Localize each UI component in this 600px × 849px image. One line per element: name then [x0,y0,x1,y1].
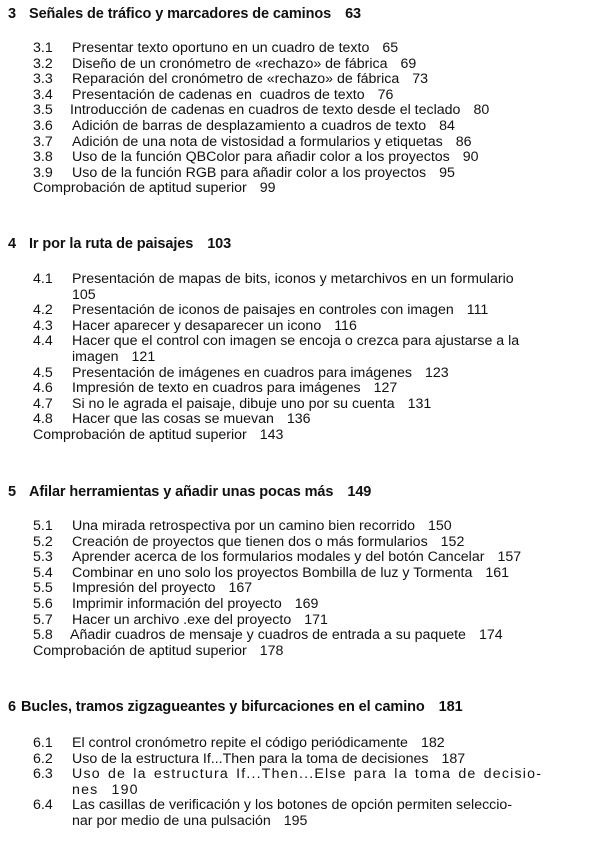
section-title: Uso de la estructura If...Then...Else para la toma de decisio- nes [72,766,543,798]
section-page: 95 [439,164,455,181]
section-entry[interactable] [33,519,600,535]
section-page: 105 [72,286,96,303]
section-page: 116 [334,317,357,334]
section-page: 195 [283,812,308,829]
section-page: 69 [400,55,417,72]
section-entry[interactable] [33,581,600,597]
section-number: 5.7 [33,611,53,628]
section-title: Hacer un archivo .exe del proyecto [72,611,292,628]
section-number: 5.2 [33,533,53,550]
section-page: 86 [455,133,472,150]
section-number: 5.8 [33,627,53,644]
section-entry[interactable] [33,597,600,613]
section-title: Presentar texto oportuno en un cuadro de texto [72,40,370,56]
section-page: 174 [478,627,503,644]
section-number: 5.6 [33,595,53,612]
section-page: 167 [228,580,253,597]
section-entry[interactable] [33,334,592,365]
section-title: Si no le agrada el paisaje, dibuje uno por su cuenta [72,395,395,412]
chapter-heading[interactable] [8,699,463,715]
section-page: 190 [111,781,139,798]
section-number: 3.2 [33,55,53,72]
section-entry[interactable] [33,150,592,166]
section-number: 4.6 [33,380,53,397]
section-title: Aprender acerca de los formularios modales y del botón Cancelar [72,549,485,566]
section-title: Añadir cuadros de mensaje y cuadros de entrada a su paquete [70,627,466,644]
section-page: 187 [441,750,466,767]
section-title: Impresión de texto en cuadros para imágenes [72,380,361,397]
section-list [33,272,592,444]
section-number: 3.3 [33,71,53,88]
section-entry[interactable] [33,535,600,551]
section-entry[interactable] [33,119,592,135]
section-entry[interactable] [33,798,597,829]
chapter-number: 6 [8,699,16,715]
section-entry[interactable] [33,303,592,319]
section-entry[interactable] [33,88,592,104]
chapter-title: Afilar herramientas y añadir unas pocas más [29,484,334,500]
section-number: 6.2 [33,750,53,767]
section-number: 3.4 [33,86,53,103]
section-entry[interactable] [33,366,592,382]
chapter-page: 149 [347,484,372,500]
section-title: Hacer que las cosas se muevan [72,411,274,428]
section-title: Introducción de cadenas en cuadros de texto desde el teclado [70,102,461,119]
section-page: 157 [497,549,522,566]
chapter-title: Bucles, tramos zigzagueantes y bifurcaciones en el camino [21,699,425,715]
aptitude-check-entry[interactable] [33,644,600,660]
section-page: 169 [294,595,319,612]
section-title: Adición de una nota de vistosidad a formularios y etiquetas [72,133,443,150]
section-entry[interactable] [33,57,592,73]
section-entry[interactable] [33,41,592,57]
section-page: 182 [420,735,445,751]
chapter-title: Señales de tráfico y marcadores de caminos [29,6,332,22]
section-page: 65 [382,40,399,56]
section-number: 6.1 [33,735,53,751]
section-title: Uso de la estructura If...Then para la toma de decisiones [72,750,429,767]
section-entry[interactable] [33,272,592,303]
summary-page: 178 [259,642,284,659]
section-title: Presentación de iconos de paisajes en controles con imagen [72,302,454,319]
section-title: Presentación de cadenas en cuadros de texto [72,86,365,103]
chapter-page: 103 [207,236,232,252]
chapter-number: 3 [8,6,16,22]
section-title: Las casillas de verificación y los botones de opción permiten seleccio- nar por medio de una pulsación [72,797,513,829]
section-number: 3.7 [33,133,53,150]
section-entry[interactable] [33,613,600,629]
section-page: 127 [373,380,398,397]
section-entry[interactable] [33,736,597,752]
section-title: Uso de la función QBColor para añadir color a los proyectos [72,149,450,166]
summary-title: Comprobación de aptitud superior [33,642,247,659]
section-number: 6.4 [33,797,53,814]
section-page: 161 [485,564,510,581]
section-number: 3.1 [33,40,53,56]
section-entry[interactable] [33,566,600,582]
section-number: 4.5 [33,364,53,381]
section-entry[interactable] [33,166,592,182]
summary-page: 99 [259,180,276,197]
section-entry[interactable] [33,550,600,566]
section-title: Uso de la función RGB para añadir color a los proyectos [72,164,427,181]
section-list [33,41,592,197]
section-number: 3.8 [33,149,53,166]
section-page: 123 [424,364,449,381]
aptitude-check-entry[interactable] [33,181,592,197]
section-entry[interactable] [33,103,592,119]
section-page: 111 [466,302,489,319]
section-number: 6.3 [33,766,53,783]
section-page: 90 [462,149,479,166]
section-title: Combinar en uno solo los proyectos Bombilla de luz y Tormenta [72,564,473,581]
summary-title: Comprobación de aptitud superior [33,180,247,197]
section-page: 136 [286,411,311,428]
section-number: 3.6 [33,117,53,134]
section-title: Presentación de mapas de bits, iconos y metarchivos en un formulario [72,271,514,287]
section-number: 4.2 [33,302,53,319]
chapter-page: 63 [345,6,361,22]
section-title: Adición de barras de desplazamiento a cuadros de texto [72,117,427,134]
section-title: Una mirada retrospectiva por un camino bien recorrido [72,518,416,534]
section-page: 84 [439,117,455,134]
section-list [33,519,600,659]
section-number: 5.3 [33,549,53,566]
section-title: Creación de proyectos que tienen dos o más formularios [72,533,428,550]
aptitude-check-entry[interactable] [33,428,592,444]
section-number: 4.4 [33,333,53,350]
section-number: 4.3 [33,317,53,334]
section-page: 152 [440,533,465,550]
section-entry[interactable] [33,412,592,428]
section-title: Hacer que el control con imagen se encoja o crezca para ajustarse a la imagen [72,333,520,365]
section-title: El control cronómetro repite el código periódicamente [72,735,408,751]
section-page: 76 [377,86,394,103]
section-number: 3.5 [33,102,53,119]
chapter-heading[interactable] [8,236,231,252]
chapter-heading[interactable] [8,6,361,22]
section-title: Presentación de imágenes en cuadros para imágenes [72,364,412,381]
section-page: 171 [304,611,328,628]
summary-title: Comprobación de aptitud superior [33,426,247,443]
chapter-page: 181 [438,699,463,715]
section-page: 80 [473,102,490,119]
section-page: 121 [131,348,156,365]
section-entry[interactable] [33,135,592,151]
section-title: Hacer aparecer y desaparecer un icono [72,317,322,334]
section-entry[interactable] [33,767,597,798]
chapter-title: Ir por la ruta de paisajes [29,236,194,252]
section-number: 4.8 [33,411,53,428]
section-number: 3.9 [33,164,53,181]
chapter-heading[interactable] [8,484,371,500]
section-page: 131 [407,395,432,412]
section-entry[interactable] [33,72,592,88]
chapter-number: 5 [8,484,16,500]
summary-page: 143 [259,426,284,443]
section-title: Impresión del proyecto [72,580,216,597]
section-number: 5.5 [33,580,53,597]
section-entry[interactable] [33,381,592,397]
section-entry[interactable] [33,628,600,644]
section-entry[interactable] [33,319,592,335]
section-entry[interactable] [33,397,592,413]
section-number: 4.7 [33,395,53,412]
section-list [33,736,597,830]
section-number: 4.1 [33,271,53,287]
section-title: Reparación del cronómetro de «rechazo» de fábrica [72,71,400,88]
section-page: 73 [412,71,429,88]
chapter-number: 4 [8,236,16,252]
section-entry[interactable] [33,752,597,768]
section-title: Imprimir información del proyecto [72,595,282,612]
section-page: 150 [428,518,452,534]
section-number: 5.1 [33,518,53,534]
section-title: Diseño de un cronómetro de «rechazo» de fábrica [72,55,388,72]
section-number: 5.4 [33,564,53,581]
